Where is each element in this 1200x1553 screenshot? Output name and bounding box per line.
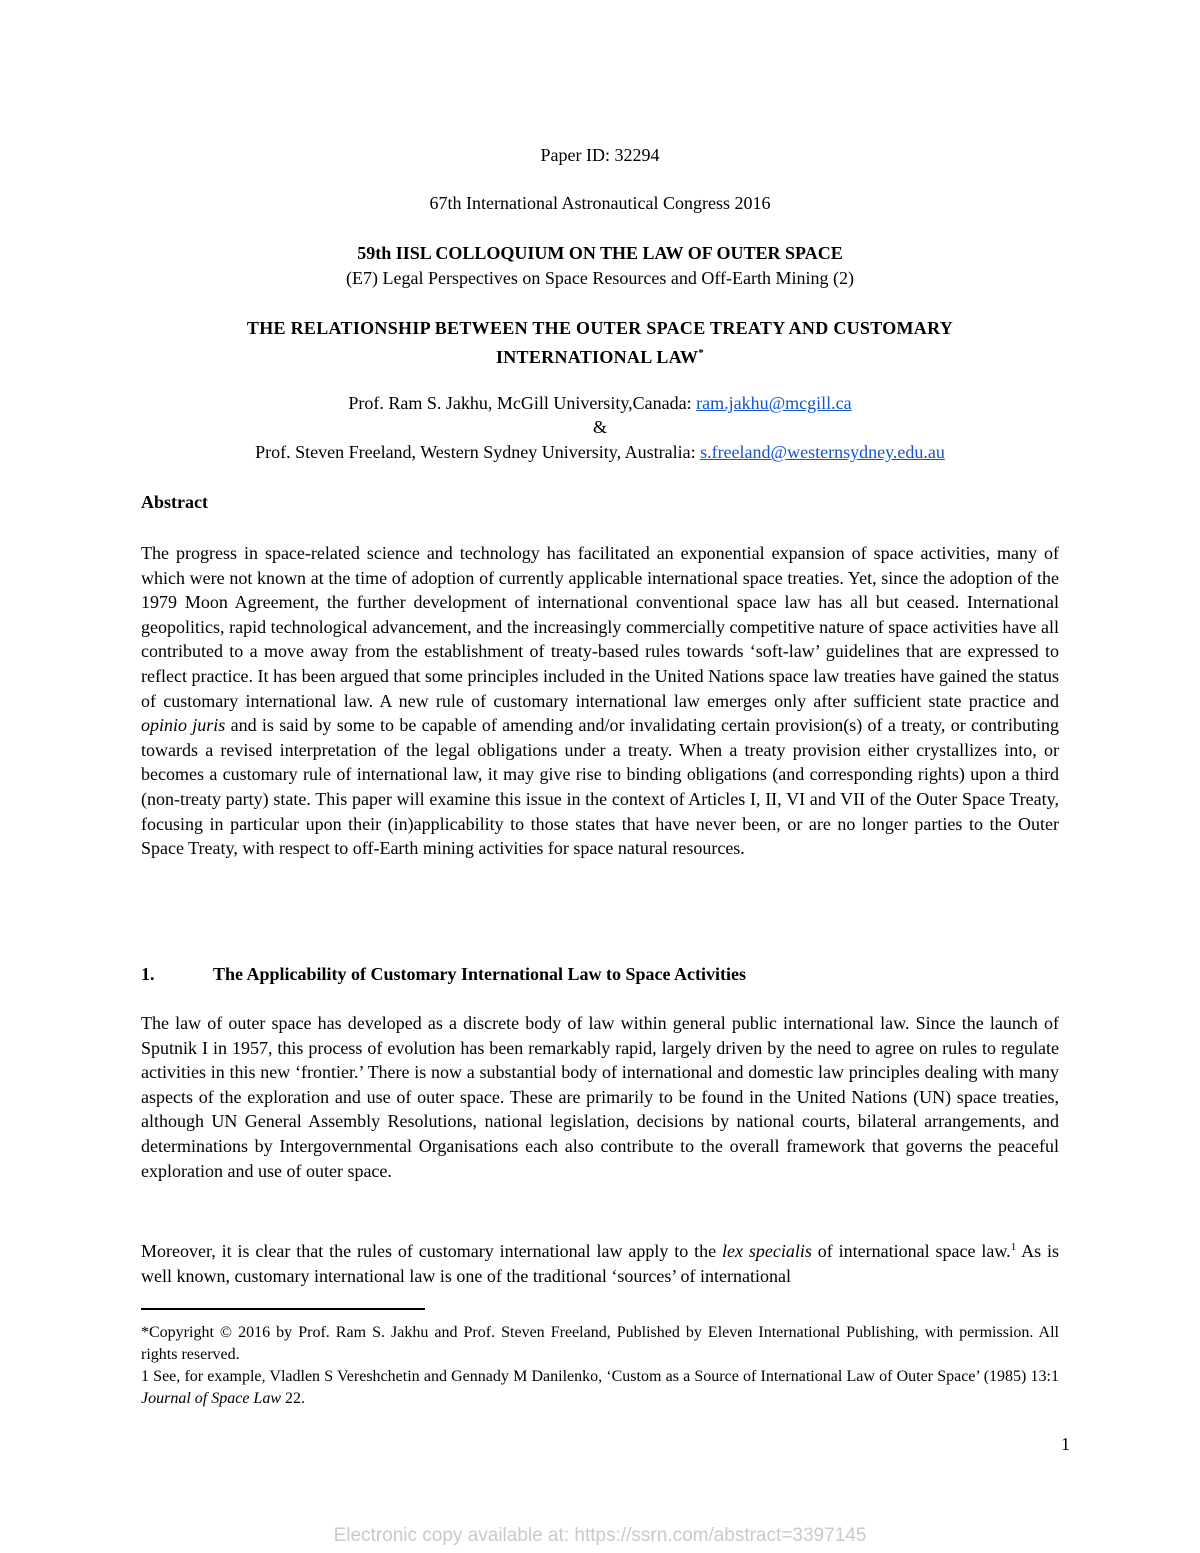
ssrn-notice[interactable]: Electronic copy available at: https://ssrn.com/abstract=3397145 [333,1525,867,1546]
para2-text-1: Moreover, it is clear that the rules of customary international law apply to the [141,1241,723,1261]
footnote-1-journal: Journal of Space Law [141,1390,281,1407]
para2-text-2: of international space law. [811,1241,1011,1261]
footnote-1-text-1: 1 See, for example, Vladlen S Vereshchetin and Gennady M Danilenko, ‘Custom as a Source of International Law of Outer Space’ (1985) 13:1 [141,1368,1059,1385]
author-1-email-link[interactable]: ram.jakhu@mcgill.ca [696,393,852,413]
session-title: (E7) Legal Perspectives on Space Resources and Off-Earth Mining (2) [345,268,854,288]
section-1-paragraph-1: The law of outer space has developed as a discrete body of law within general public international law. Since the launch of Sputnik I in 1957, this process of evolution has been remarkably rapid, largely driven by the need to agree on rules to regulate activities in this new ‘frontier.’ There is now a substantial body of international and domestic law principles dealing with many aspects of the exploration and use of outer space. These are primarily to be found in the United Nations (UN) space treaties, although UN General Assembly Resolutions, national legislation, decisions by national courts, bilateral arrangements, and determinations by Intergovernmental Organisations each also contribute to the overall framework that governs the peaceful exploration and use of outer space. [141,1013,1059,1181]
author-separator: & [592,417,607,437]
para2-text-3: As is well known, customary international law is one of the traditional ‘sources’ of international [141,1241,1059,1286]
paper-title-line2 [0,341,1200,370]
section-1-paragraph-2 [141,1235,1059,1288]
footnote-1 [141,1366,1059,1410]
author-1 [0,393,1200,414]
footnote-separator [141,1308,425,1310]
congress-name: 67th International Astronautical Congress 2016 [429,193,771,213]
abstract-heading: Abstract [141,492,208,512]
paper-title [0,316,1200,370]
page-number: 1 [1061,1434,1070,1454]
footnote-copyright: *Copyright © 2016 by Prof. Ram S. Jakhu and Prof. Steven Freeland, Published by Eleven International Publishing, with permission. All rights reserved. [141,1324,1059,1363]
author-2 [0,442,1200,463]
title-footnote-mark: * [698,347,705,359]
footnote-ref-1[interactable]: 1 [1010,1241,1017,1253]
section-1-number: 1. [141,964,155,984]
paper-id: Paper ID: 32294 [540,145,660,165]
paper-title-line2-text: INTERNATIONAL LAW [495,347,699,367]
section-1-title: The Applicability of Customary International Law to Space Activities [213,964,747,984]
abstract-text-2: and is said by some to be capable of amending and/or invalidating certain provision(s) of a treaty, or contributing towards a revised interpretation of the legal obligations under a treaty. When a treaty provision either crystallizes into, or becomes a customary rule of international law, it may give rise to binding obligations (and corresponding rights) upon a third (non-treaty party) state. This paper will examine this issue in the context of Articles I, II, VI and VII of the Outer Space Treaty, focusing in particular upon their (in)applicability to those states that have never been, or are no longer parties to the Outer Space Treaty, with respect to off-Earth mining activities for space natural resources. [141,715,1059,859]
author-2-text: Prof. Steven Freeland, Western Sydney University, Australia: [255,442,701,462]
colloquium-title: 59th IISL COLLOQUIUM ON THE LAW OF OUTER SPACE [357,243,843,263]
abstract-italic-term: opinio juris [141,715,226,736]
para2-italic-term: lex specialis [722,1241,812,1261]
abstract-paragraph [141,541,1059,861]
footnote-1-text-2: 22. [281,1390,305,1407]
abstract-text-1: The progress in space-related science and technology has facilitated an exponential expansion of space activities, many of which were not known at the time of adoption of currently applicable international space treaties. Yet, since the adoption of the 1979 Moon Agreement, the further development of international conventional space law has all but ceased. International geopolitics, rapid technological advancement, and the increasingly commercially competitive nature of space activities have all contributed to a move away from the establishment of treaty-based rules towards ‘soft-law’ guidelines that are expressed to reflect practice. It has been argued that some principles included in the United Nations space law treaties have gained the status of customary international law. A new rule of customary international law emerges only after sufficient state practice and [141,543,1059,711]
section-1-heading [141,964,746,985]
paper-title-line1: THE RELATIONSHIP BETWEEN THE OUTER SPACE TREATY AND CUSTOMARY [246,318,954,338]
author-1-text: Prof. Ram S. Jakhu, McGill University,Canada: [348,393,697,413]
author-2-email-link[interactable]: s.freeland@westernsydney.edu.au [700,442,945,462]
